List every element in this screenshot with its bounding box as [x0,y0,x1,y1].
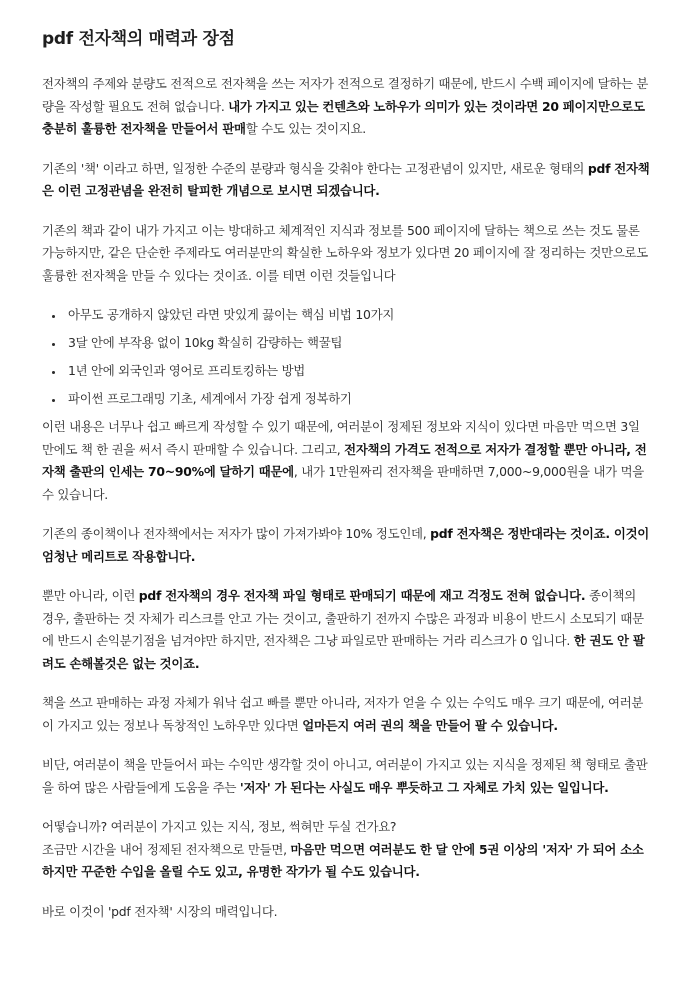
paragraph-10: 바로 이것이 'pdf 전자책' 시장의 매력입니다. [42,903,278,919]
paragraph-5-text-a: 기존의 종이책이나 전자책에서는 저자가 많이 가져가봐야 10% 정도인데, [42,526,431,541]
paragraph-1 [42,73,650,141]
list-item: • 3달 안에 부작용 없이 10kg 확실히 감량하는 핵꿀팁 [64,332,650,354]
paragraph-1-bold: 내가 가지고 있는 컨텐츠와 노하우가 의미가 있는 것이라면 20 페이지만으로도 충분히 훌륭한 전자책을 만들어서 판매 [42,98,645,136]
paragraph-8-text-a: 비단, 여러분이 책을 만들어서 파는 수익만 생각할 것이 아니고, 여러분이 가지고 있는 지식을 정제된 책 형태로 출판을 하여 많은 사람들에게 도움을 주는 [42,757,648,795]
paragraph-6 [42,585,650,675]
paragraph-7 [42,692,650,737]
paragraph-1-text-c: 할 수도 있는 것이지요. [245,121,366,136]
list-item: • 1년 안에 외국인과 영어로 프리토킹하는 방법 [64,360,650,382]
paragraph-6-bold: pdf 전자책의 경우 전자책 파일 형태로 판매되기 때문에 재고 걱정도 전혀 없습니다. [138,588,586,603]
paragraph-9-bold: 마음만 먹으면 여러분도 한 달 안에 5권 이상의 '저자' 가 되어 소소하지만 꾸준한 수입을 올릴 수도 있고, 유명한 작가가 될 수도 있습니다. [42,841,644,879]
paragraph-2-bold: pdf 전자책은 이런 고정관념을 완전히 탈피한 개념으로 보시면 되겠습니다. [42,160,650,198]
paragraph-4-text-a: 이런 내용은 너무나 쉽고 빠르게 작성할 수 있기 때문에, 여러분이 정제된 정보와 지식이 있다면 마음만 먹으면 3일 만에도 책 한 권을 써서 즉시 판매할 수 있습니다. 그리고, [42,419,640,457]
paragraph-5 [42,523,650,568]
example-list [42,304,650,410]
list-item: • 파이썬 프로그래밍 기초, 세계에서 가장 쉽게 정복하기 [64,388,650,410]
paragraph-6-text-c: 종이책의 경우, 출판하는 것 자체가 리스크를 안고 가는 것이고, 출판하기 전까지 수많은 과정과 비용이 반드시 소모되기 때문에 반드시 손익분기점을 넘겨야만 하지만, 전자책은 그냥 파일로만 판매하는 거라 리스크가 0 입니다. [42,588,644,648]
paragraph-9-line-1: 어떻습니까? 여러분이 가지고 있는 지식, 정보, 썩혀만 두실 건가요? [42,819,397,834]
paragraph-1-text-a: 전자책의 주제와 분량도 전적으로 전자책을 쓰는 저자가 전적으로 결정하기 때문에, 반드시 수백 페이지에 달하는 분량을 작성할 필요도 전혀 없습니다. [42,76,649,114]
paragraph-9-line-2a: 조금만 시간을 내어 정제된 전자책으로 만들면, [42,841,291,857]
paragraph-6-bold-2: 한 권도 안 팔려도 손해볼것은 없는 것이죠. [42,633,645,671]
paragraph-5-bold: pdf 전자책은 정반대라는 것이죠. 이것이 엄청난 메리트로 작용합니다. [42,526,650,564]
paragraph-8 [42,754,650,799]
article-title: pdf 전자책의 매력과 장점 [42,29,235,49]
paragraph-7-text-a: 책을 쓰고 판매하는 과정 자체가 워낙 쉽고 빠를 뿐만 아니라, 저자가 얻을 수 있는 수익도 매우 크기 때문에, 여러분이 가지고 있는 정보나 독창적인 노하우만 있다면 [42,695,644,733]
paragraph-3: 기존의 책과 같이 내가 가지고 이는 방대하고 체계적인 지식과 정보를 500 페이지에 달하는 책으로 쓰는 것도 물론 가능하지만, 같은 단순한 주제라도 여러분만의 확실한 노하우와 정보가 있다면 20 페이지에 잘 정리하는 것만으로도 훌륭한 전자책을 만들 수 있다는 것이죠. 이를 테면 이런 것들입니다 [42,222,648,283]
paragraph-4-bold: 전자책의 가격도 전적으로 저자가 결정할 뿐만 아니라, 전자책 출판의 인세는 70~90%에 달하기 때문에 [42,441,647,479]
paragraph-9 [42,816,650,884]
list-item: • 아무도 공개하지 않았던 라면 맛있게 끓이는 핵심 비법 10가지 [64,304,650,326]
paragraph-8-bold: '저자' 가 된다는 사실도 매우 뿌듯하고 그 자체로 가치 있는 일입니다. [239,779,609,795]
paragraph-4 [42,416,650,506]
paragraph-4-text-c: , 내가 1만원짜리 전자책을 판매하면 7,000~9,000원을 내가 먹을 수 있습니다. [42,464,645,502]
paragraph-2 [42,158,650,203]
paragraph-7-bold: 얼마든지 여러 권의 책을 만들어 팔 수 있습니다. [302,717,558,733]
paragraph-2-text-a: 기존의 '책' 이라고 하면, 일정한 수준의 분량과 형식을 갖춰야 한다는 고정관념이 있지만, 새로운 형태의 [42,160,588,176]
paragraph-6-text-a: 뿐만 아니라, 이런 [42,588,139,603]
